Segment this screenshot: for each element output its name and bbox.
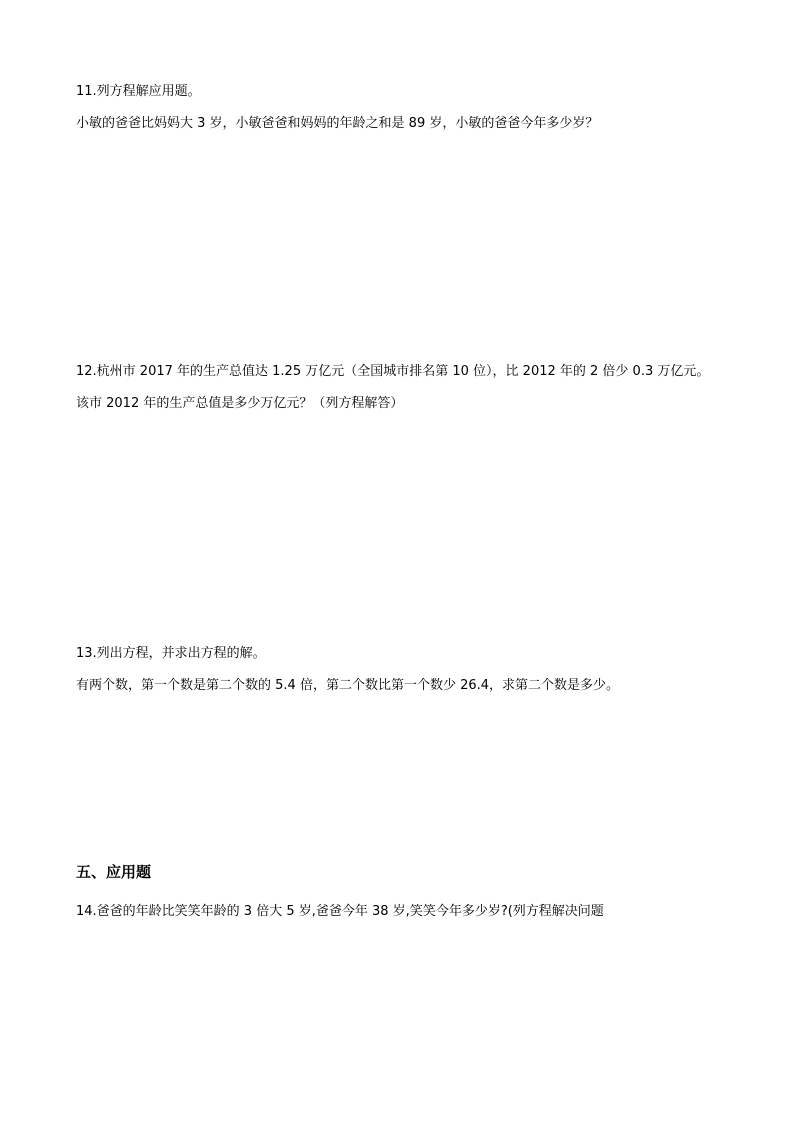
- section-heading: 五、应用题: [76, 863, 152, 881]
- question-11-text: 小敏的爸爸比妈妈大 3 岁，小敏爸爸和妈妈的年龄之和是 89 岁，小敏的爸爸今年多少岁？: [76, 116, 599, 131]
- question-13-title: 13.列出方程，并求出方程的解。: [76, 646, 266, 661]
- question-13-text: 有两个数，第一个数是第二个数的 5.4 倍，第二个数比第一个数少 26.4，求第二个数是多少。: [76, 678, 620, 693]
- question-11-title: 11.列方程解应用题。: [76, 84, 201, 99]
- question-12-text: 该市 2012 年的生产总值是多少万亿元？（列方程解答）: [76, 396, 404, 411]
- question-12-title: 12.杭州市 2017 年的生产总值达 1.25 万亿元（全国城市排名第 10 位），比 2012 年的 2 倍少 0.3 万亿元。: [76, 364, 710, 379]
- question-14-text: 14.爸爸的年龄比笑笑年龄的 3 倍大 5 岁,爸爸今年 38 岁,笑笑今年多少岁?(列方程解决问题: [76, 904, 604, 919]
